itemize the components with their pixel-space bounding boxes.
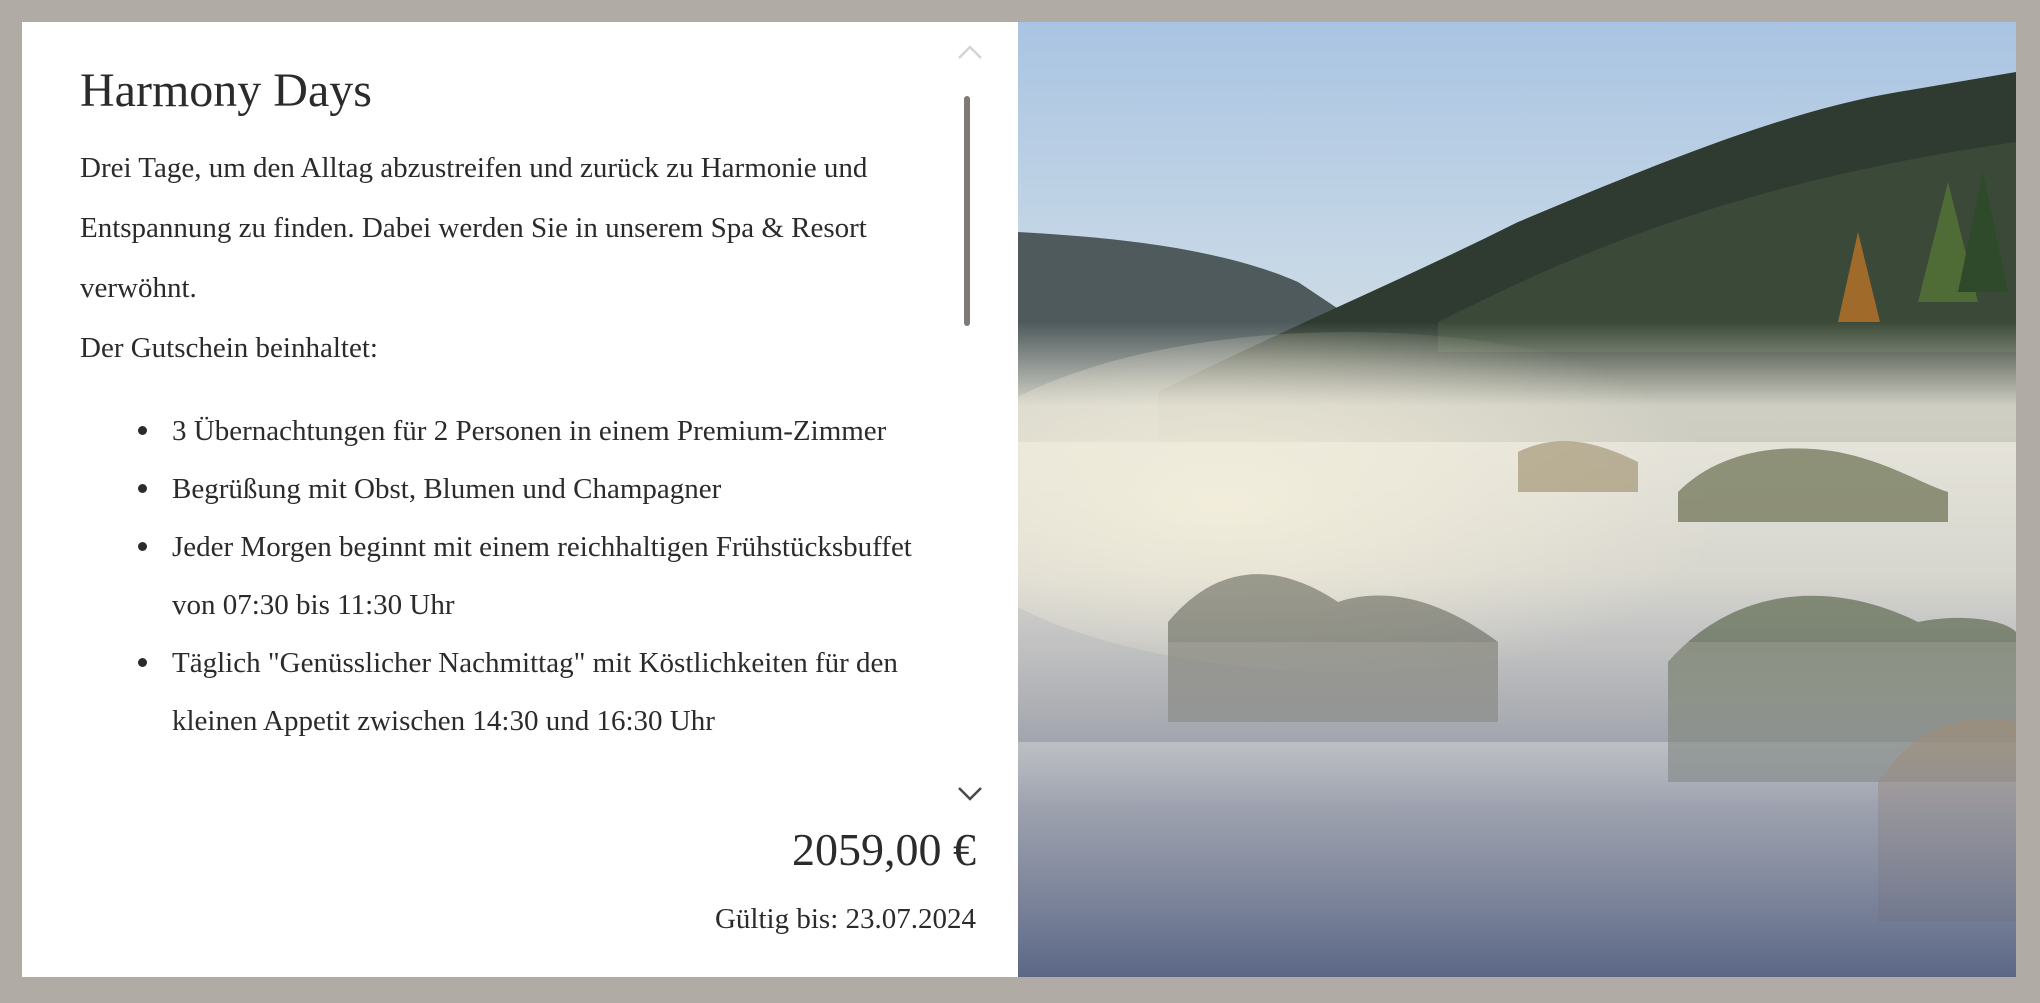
offer-description: Drei Tage, um den Alltag abzustreifen und zurück zu Harmonie und Entspannung zu finden. Dabei werden Sie in unserem Spa & Resort verwöhnt. [80,151,868,304]
bullet-icon [138,426,147,435]
list-item [172,634,960,750]
offer-scroll-area[interactable] [80,62,960,832]
list-item-text: Jeder Morgen beginnt mit einem reichhaltigen Frühstücksbuffet von 07:30 bis 11:30 Uhr [172,530,912,621]
scroll-down-button[interactable] [955,778,985,808]
chevron-up-icon [955,38,985,68]
list-item-text: Täglich "Genüsslicher Nachmittag" mit Köstlichkeiten für den kleinen Appetit zwischen 14:30 und 16:30 Uhr [172,646,898,737]
landscape-photo [1018,22,2016,977]
scrollbar-thumb[interactable] [964,96,970,326]
list-item [172,460,960,518]
validity-date: Gültig bis: 23.07.2024 [714,903,976,935]
bullet-icon [138,658,147,667]
chevron-down-icon [955,778,985,808]
offer-price: 2059,00 € [792,824,976,875]
list-item [172,518,960,634]
voucher-card [22,22,2016,977]
bullet-icon [138,484,147,493]
scrollbar[interactable] [962,72,972,832]
bullet-icon [138,542,147,551]
list-item-text: Begrüßung mit Obst, Blumen und Champagner [172,472,722,505]
includes-label: Der Gutschein beinhaltet: [80,331,378,364]
list-item-text: 3 Übernachtungen für 2 Personen in einem Premium-Zimmer [172,414,887,447]
offer-title: Harmony Days [80,64,372,117]
scroll-up-button[interactable] [955,38,985,68]
included-items-list [80,402,960,750]
list-item [172,402,960,460]
misty-forest-image [1018,22,2016,977]
offer-text-panel [22,22,1018,977]
